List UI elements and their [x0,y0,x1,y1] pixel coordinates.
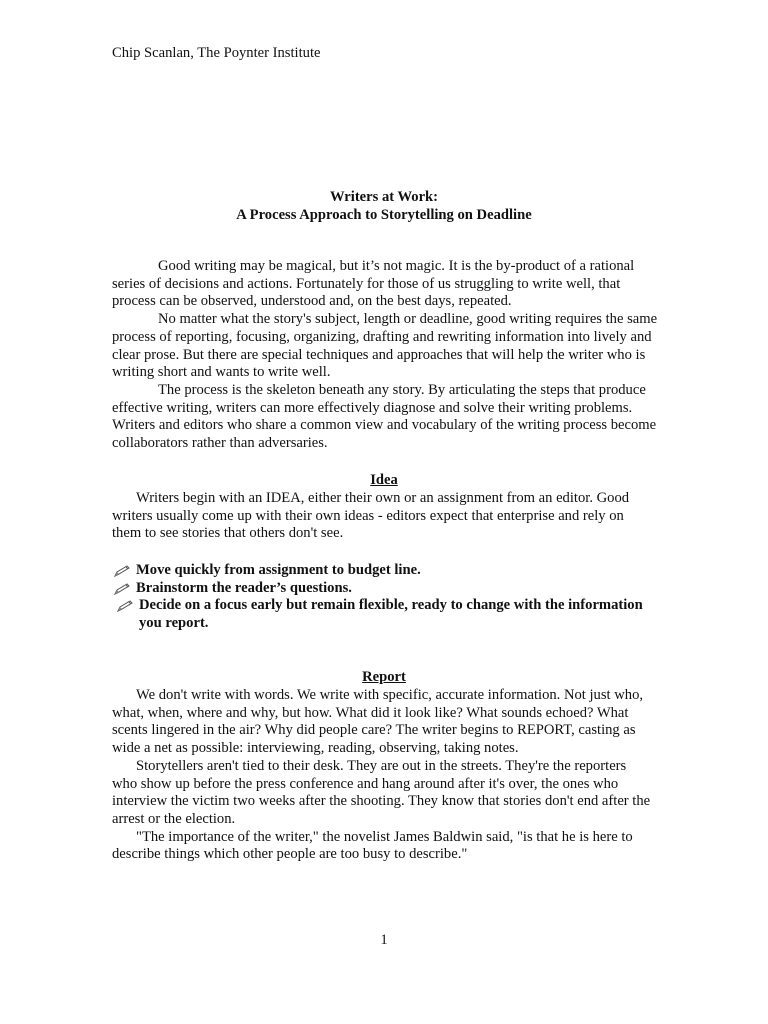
report-body [112,687,652,864]
page-number: 1 [380,932,388,948]
idea-body [112,490,652,543]
intro-paragraph: The process is the skeleton beneath any story. By articulating the steps that produce effective writing, writers can more effectively diagnose and solve their writing problems. Writers and editors who share a common view and vocabulary of the writing process become collaborators rather than adversaries. [112,381,657,452]
title-line-1: Writers at Work: [329,189,439,205]
bullet-text: Move quickly from assignment to budget line. [136,562,421,578]
idea-heading: Idea [370,472,398,488]
report-paragraph: Storytellers aren't tied to their desk. They are out in the streets. They're the reporters who show up before the press conference and hang around after it's over, the ones who interview the victim two weeks after the shooting. They know that stories don't end after the arrest or the election. [112,757,651,827]
pencil-icon [113,582,131,596]
bullet-item [112,562,652,580]
intro-paragraph: No matter what the story's subject, length or deadline, good writing requires the same process of reporting, focusing, organizing, drafting and rewriting information into lively and clear prose. But there are special techniques and approaches that will help the writer who is writing short and wants to write well. [112,311,658,381]
idea-bullet-list [112,562,652,633]
report-paragraph: We don't write with words. We write with specific, accurate information. Not just who, what, when, where and why, but how. What did it look like? What sounds echoed? What scents lingered in the air? Why did people care? The writer begins to REPORT, casting as wide a net as possible: interviewing, reading, observing, taking notes. [112,687,644,757]
report-heading: Report [362,669,406,685]
intro-section [112,258,660,453]
bullet-text: Brainstorm the reader’s questions. [136,579,352,596]
pencil-icon [116,599,134,613]
document-title [112,189,656,224]
title-line-2: A Process Approach to Storytelling on Deadline [236,206,532,223]
intro-paragraph: Good writing may be magical, but it’s not magic. It is the by-product of a rational series of decisions and actions. Fortunately for those of us struggling to write well, that process can be observed, understood and, on the best days, repeated. [112,258,635,310]
page-header: Chip Scanlan, The Poynter Institute [112,45,321,61]
pencil-icon [113,564,131,578]
bullet-item [112,597,652,632]
bullet-text: Decide on a focus early but remain flexible, ready to change with the information you report. [139,597,643,632]
bullet-item [112,580,652,598]
idea-paragraph: Writers begin with an IDEA, either their own or an assignment from an editor. Good writers usually come up with their own ideas - editors expect that enterprise and rely on them to see stories that others don't see. [112,490,630,542]
report-paragraph: "The importance of the writer," the novelist James Baldwin said, "is that he is here to describe things which other people are too busy to describe." [112,828,633,863]
